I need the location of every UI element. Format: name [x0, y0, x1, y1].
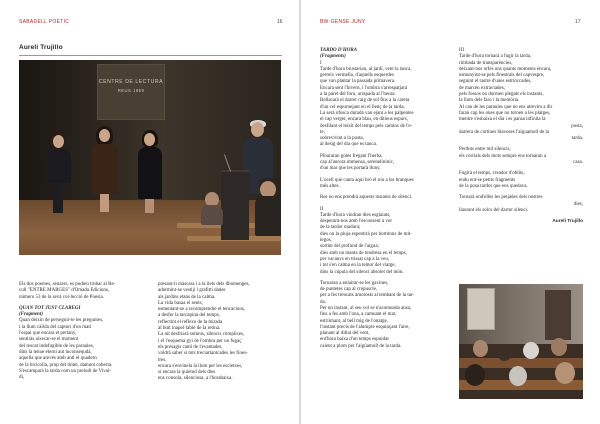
- text-line: Plouraran gotes fregant l'herba,: [320, 153, 383, 159]
- text-line: encara s'envinela la llum per les escletxes,: [158, 363, 243, 369]
- text-line: sentiràs aixecar-se el moment: [19, 337, 79, 343]
- right-page: [301, 0, 600, 424]
- text-line: de la bicicolla, prop del tintel, damunt coberta.: [19, 362, 113, 368]
- text-line: Perduts entre mil silencis,: [459, 147, 511, 153]
- text-line: posta,: [571, 123, 583, 129]
- photo-wall-panel: [467, 288, 495, 330]
- text-line: cull "ENTRE MARGES" d'Omada Edicions,: [19, 288, 110, 294]
- text-line: desfilant el teixit del temps pels camins de l'e-: [320, 123, 413, 129]
- text-column-2: [459, 48, 583, 225]
- text-line: rimbada de transparències,: [459, 60, 513, 66]
- text-line: planant al ditlat del vent,: [320, 331, 370, 337]
- page-number: 16: [277, 19, 283, 25]
- text-column-1: [320, 48, 450, 350]
- text-line: de marcen extraviades,: [459, 85, 505, 91]
- text-line: QUAN TOT JUST CLAREGI: [19, 305, 81, 311]
- text-line: de puntetes cap al crepuscle,: [320, 287, 378, 293]
- text-line: (Fragment): [19, 312, 43, 318]
- text-line: gerreix vermella, d'aquells esquerdes: [320, 73, 394, 79]
- text-line: esmunyint-se pels finestrals del capvespre,: [459, 73, 545, 79]
- text-line: (Fragments): [320, 54, 346, 60]
- text-line: casa.: [573, 160, 583, 166]
- byline-rule: [19, 55, 282, 56]
- text-line: de la posa tardor que ens quedava.: [459, 183, 528, 189]
- text-line: esmentant-se a recomprendre el tencacions,: [158, 307, 246, 313]
- author-signature: Aureli Trujillo: [552, 219, 583, 225]
- text-line: de la tardor madura;: [320, 225, 361, 231]
- photo-audience: [551, 338, 567, 356]
- text-line: Al cau de les paraules que no ens atrevim a dir: [459, 104, 553, 110]
- text-line: tarda.: [571, 136, 583, 142]
- text-line: dies on la pluja espentirà per hortitons de mit-: [320, 231, 412, 237]
- text-line: el cap verger, encara blau, en dítieus espurs,: [320, 117, 409, 123]
- text-line: d'un mar que les portarà lluny.: [320, 166, 381, 172]
- text-line: desperant-nos amb l'esconsent a vor: [320, 219, 392, 225]
- photo-lectern: [221, 170, 249, 240]
- sign-line-2: REUS 1859: [117, 88, 145, 93]
- text-line: Tornarà ond'elles les petjades dels nostres: [459, 195, 543, 201]
- running-head: BW·GENSE JUNY: [320, 19, 366, 25]
- text-line: La nit desfriarà somnis, silencis còmplices,: [158, 332, 245, 338]
- text-line: estriimant, al bell mig de l'onatge,: [320, 318, 388, 324]
- text-line: els presagis camí de l'evantades,: [158, 344, 223, 350]
- author-byline: Aureli Trujillo: [19, 44, 63, 51]
- text-line: sobrevivint a la posta,: [320, 136, 364, 142]
- text-line: voldrà saber si tots treciartantcades les fines-: [158, 351, 248, 357]
- text-line: cap al'aurora immensa, serenelíninic,: [320, 160, 395, 166]
- running-head: SABADELL POÈTIC: [19, 19, 70, 25]
- text-line: darrera de cortines blavoses l'aiguamoll de la: [459, 129, 550, 135]
- text-line: L'ocell que canta aqui brò el niu a les branques: [320, 177, 414, 183]
- text-line: III: [459, 48, 464, 53]
- text-line: número 53 de la sevà col·lecció de Poesia.: [19, 294, 104, 300]
- text-line: Tarde d'hora tornarà a fugir la tarda,: [459, 54, 532, 60]
- text-line: fins a fes amb l'ona, a camuant el mar,: [320, 312, 397, 318]
- text-line: da.: [320, 299, 326, 305]
- text-line: pels fossos on dormen plegats els instants,: [459, 92, 544, 98]
- text-line: TARDO D'HORA: [320, 48, 358, 53]
- audience-photo: [459, 284, 583, 399]
- photo-door: [545, 290, 571, 340]
- text-column-2: [158, 282, 282, 383]
- text-line: mentre s'esbaixa el dia i es pansa infinita la: [459, 117, 546, 123]
- text-line: al buit inapel·lable de la retina.: [158, 326, 221, 332]
- text-line: més altes.: [320, 183, 340, 189]
- text-line: Fugirà el temps, creador d'oblits,: [459, 171, 525, 177]
- text-line: endu ent-se petits fragments: [459, 177, 516, 183]
- text-line: aquella que arevés amb anti el quadern: [19, 356, 97, 362]
- text-column-1: [19, 282, 143, 381]
- photo-audience: [497, 344, 512, 361]
- text-line: llaurant els solcs del darrer silenci.: [459, 207, 529, 213]
- photo-sign: [97, 64, 165, 120]
- text-line: si encara la quietud dels dies: [158, 370, 216, 376]
- text-line: La vida basaa el sents,: [158, 300, 203, 306]
- text-line: tres,: [158, 357, 167, 363]
- left-page: [0, 0, 299, 424]
- text-line: II: [320, 206, 324, 212]
- text-line: adormint-se vestiji l grafitti dades: [158, 288, 226, 294]
- text-line: i el l'esquema gyi de l'ombra per un fugaç: [158, 338, 242, 344]
- text-line: di,: [19, 375, 25, 381]
- text-line: Tarde d'hora vindran dies esglaiats,: [320, 212, 391, 218]
- text-line: que van plantar la passada primavera.: [320, 79, 396, 85]
- text-line: seguint el rastre d'unes estrioccades,: [459, 79, 532, 85]
- text-line: a la paret del forn, arrapada al l'heura.: [320, 92, 396, 98]
- text-line: I: [320, 60, 322, 66]
- text-line: te,: [320, 129, 325, 135]
- photo-audience: [473, 340, 488, 357]
- text-line: Per un instant, al seu vol se n'acomunda ansa,: [320, 305, 412, 311]
- text-line: presant-li màscara i a la ilets dels dhomenges,: [158, 282, 250, 287]
- text-line: Encara sent l'hivern, i l'ombra s'arrespatjará: [320, 85, 408, 91]
- text-line: dins la cúpula del silenci absolet del món.: [320, 269, 404, 275]
- text-line: del rescat indefugible de les paraules,: [19, 343, 94, 349]
- event-photo: [19, 60, 281, 255]
- text-line: als jardins etans de la calma.: [158, 294, 216, 300]
- text-line: ens consola, silenciosa, a l'horabaixa.: [158, 376, 233, 382]
- text-line: Tarde d'hora brustarian, al jardí, vent la tanca,: [320, 66, 412, 72]
- text-line: Quan deixin de perseguir-te les preguntes,: [19, 318, 104, 324]
- text-line: ent'hora baixa d'un temps espuidat: [320, 337, 389, 343]
- text-line: Bellacarà el darrer raig de sol fins a la careta: [320, 98, 410, 104]
- text-line: d'un cel espurnejant en el llenç de la tarda.: [320, 104, 405, 110]
- text-line: i la llum càlida del capturi d'un matí: [19, 324, 92, 330]
- text-line: els corrials dels mots sempre ens tornaran a: [459, 153, 547, 159]
- photo-audience: [555, 362, 575, 384]
- text-line: S'escamparà la tarda com un preludi de Vival-: [19, 368, 112, 374]
- text-line: per vacanys en trissat cap a la veu,: [320, 256, 390, 262]
- text-line: caient a plom per l'aigüamoll de la tarda.: [320, 343, 402, 349]
- sign-line-1: CENTRE DE LECTURA: [98, 79, 164, 85]
- text-line: al desig del dia que es tanca.: [320, 142, 378, 148]
- text-line: dies,: [573, 201, 583, 207]
- photo-audience: [465, 364, 485, 386]
- text-line: l'espai que encara et pertany,: [19, 331, 77, 337]
- text-line: i tot s'en calma en la temor del viatge,: [320, 263, 396, 269]
- text-line: La serà ofusca durada van ejant a les palpentes: [320, 110, 414, 116]
- text-line: l'instant precís de l'alumpre esquinçant l'aire,: [320, 324, 410, 330]
- text-line: a desfer la tarcapina del temps,: [158, 313, 220, 319]
- photo-audience: [523, 342, 539, 359]
- page-number: 17: [575, 19, 581, 25]
- text-line: deixant-nos orfes uns quants moments encara,: [459, 66, 552, 72]
- text-line: Tornaran a enlairar-se les gavines,: [320, 280, 389, 286]
- text-line: tegos,: [320, 238, 332, 244]
- text-line: sortint del profund de l'aigua;: [320, 244, 379, 250]
- text-line: reflectint el reflexo de la mirada: [158, 319, 223, 325]
- text-line: Els dos poemes, senzers, es podien trobar al Re-: [19, 282, 116, 287]
- text-line: dins la tenue eterni aut inconsequdá,: [19, 349, 92, 355]
- text-line: per a fes trencats amorosts al tembant de la tar-: [320, 293, 415, 299]
- text-line: Res no ens prendrà aquests instants de silenci.: [320, 195, 413, 201]
- text-line: la llum dels faro i la memòria.: [459, 98, 520, 104]
- text-line: faran cap les ones que no tornen a les platges,: [459, 110, 551, 116]
- photo-audience: [509, 366, 527, 386]
- text-line: dies amb un manta de tendresa en el temps,: [320, 250, 407, 256]
